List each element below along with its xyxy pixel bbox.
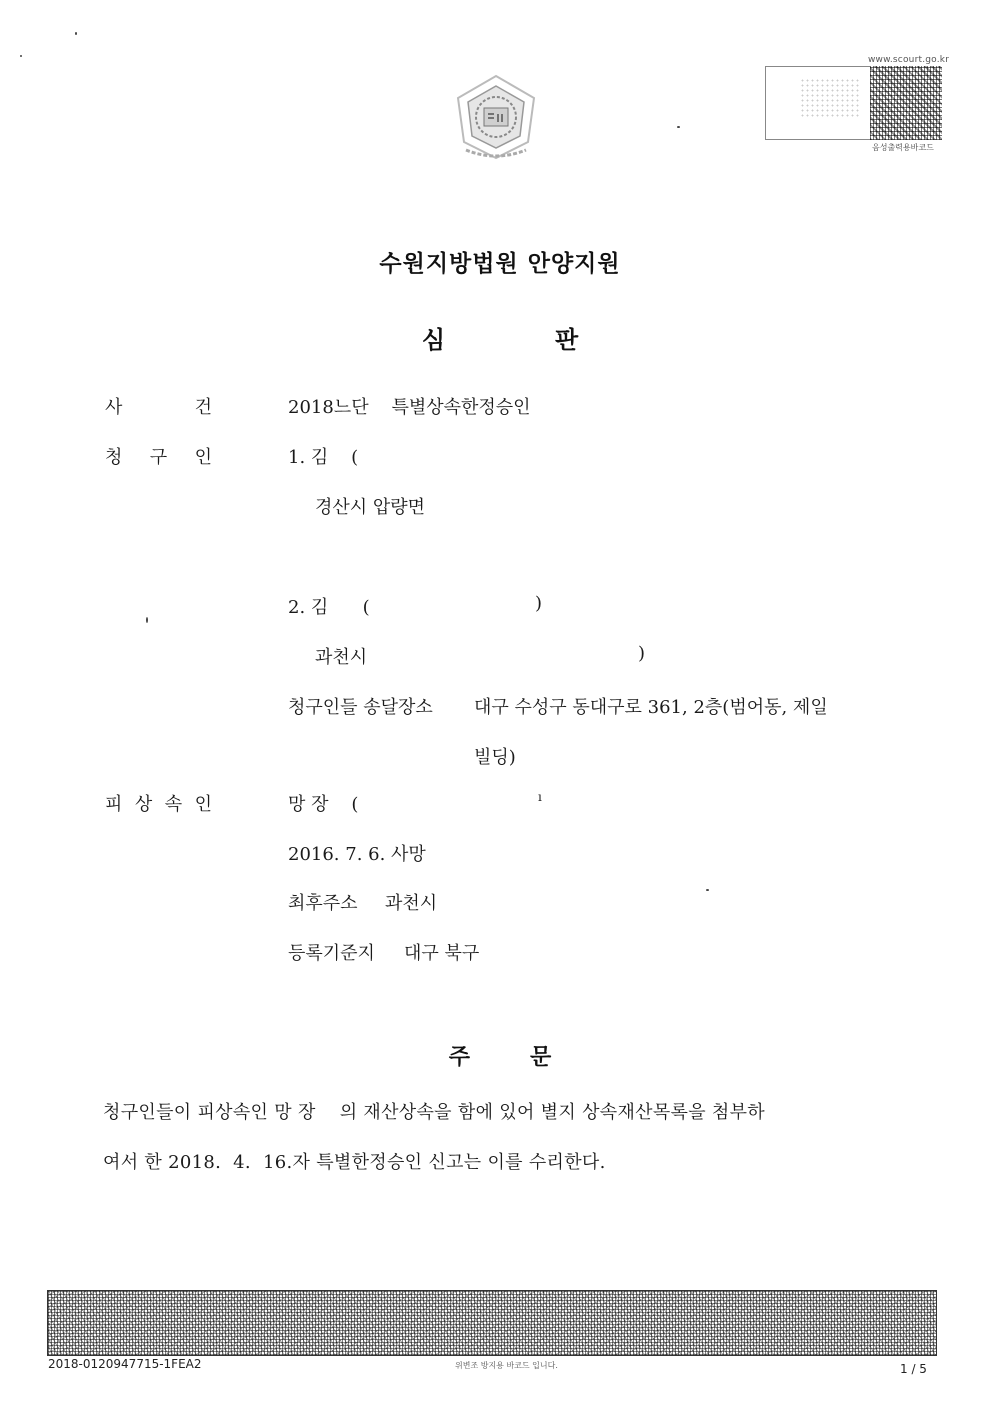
page-number: 1 / 5 — [900, 1362, 927, 1376]
label-char: 인 — [194, 794, 212, 815]
decedent-name-close: ı — [538, 790, 542, 804]
order-heading — [0, 1040, 1000, 1071]
label-char: 피 — [105, 794, 123, 815]
claimant-1-address: 경산시 압량면 — [315, 497, 426, 518]
label-char: 인 — [194, 447, 212, 468]
decedent-label — [105, 790, 212, 816]
verification-pattern — [800, 78, 860, 118]
registry-place: 대구 북구 — [404, 943, 480, 964]
order-line-1: 청구인들이 피상속인 망 장 의 재산상속을 함에 있어 별지 상속재산목록을 첨부하 — [103, 1102, 765, 1123]
scan-speck — [75, 32, 77, 35]
scan-speck — [20, 55, 22, 57]
qr-code-icon — [870, 66, 942, 140]
label-char: 사 — [105, 397, 123, 418]
court-seal-emblem — [446, 70, 546, 162]
scan-speck — [706, 889, 709, 891]
registry-label: 등록기준지 — [288, 943, 375, 964]
document-title — [0, 320, 1000, 355]
order-heading-char-2: 문 — [530, 1045, 552, 1070]
title-char-1: 심 — [421, 326, 445, 354]
claimant-2-paren: ) — [535, 593, 543, 614]
barcode-note: 위변조 방지용 바코드 입니다. — [455, 1361, 558, 1370]
court-url: www.scourt.go.kr — [868, 55, 950, 65]
scan-speck — [677, 126, 680, 128]
anti-forgery-barcode-icon — [47, 1290, 937, 1356]
label-char: 청 — [105, 447, 123, 468]
label-char: 상 — [134, 794, 153, 815]
barcode-label: 음성출력용바코드 — [872, 143, 934, 152]
title-char-2: 판 — [555, 326, 579, 354]
order-heading-char-1: 주 — [448, 1045, 470, 1070]
document-id: 2018-0120947715-1FEA2 — [48, 1357, 202, 1371]
label-char: 구 — [149, 447, 168, 468]
label-char: 속 — [164, 794, 183, 815]
decedent-name: 망 장 ( — [288, 794, 359, 815]
last-address-label: 최후주소 — [288, 893, 358, 914]
scan-speck — [146, 617, 148, 623]
court-name: 수원지방법원 안양지원 — [379, 251, 621, 277]
service-address-line-1: 대구 수성구 동대구로 361, 2층(범어동, 제일 — [474, 697, 828, 718]
service-address-label: 청구인들 송달장소 — [288, 697, 433, 718]
claimant-2-address-paren: ) — [638, 643, 646, 664]
decedent-death-date: 2016. 7. 6. 사망 — [288, 844, 426, 865]
case-number: 2018느단 특별상속한정승인 — [288, 397, 531, 418]
claimant-2-address: 과천시 — [315, 647, 368, 668]
case-label — [105, 393, 212, 419]
claimant-label — [105, 443, 212, 469]
last-address: 과천시 — [385, 893, 438, 914]
claimant-1-name: 1. 김 ( — [288, 447, 359, 468]
order-line-2: 여서 한 2018. 4. 16.자 특별한정승인 신고는 이를 수리한다. — [103, 1152, 606, 1173]
service-address-line-2: 빌딩) — [474, 747, 516, 768]
claimant-2-name: 2. 김 ( — [288, 597, 370, 618]
label-char: 건 — [194, 397, 212, 418]
